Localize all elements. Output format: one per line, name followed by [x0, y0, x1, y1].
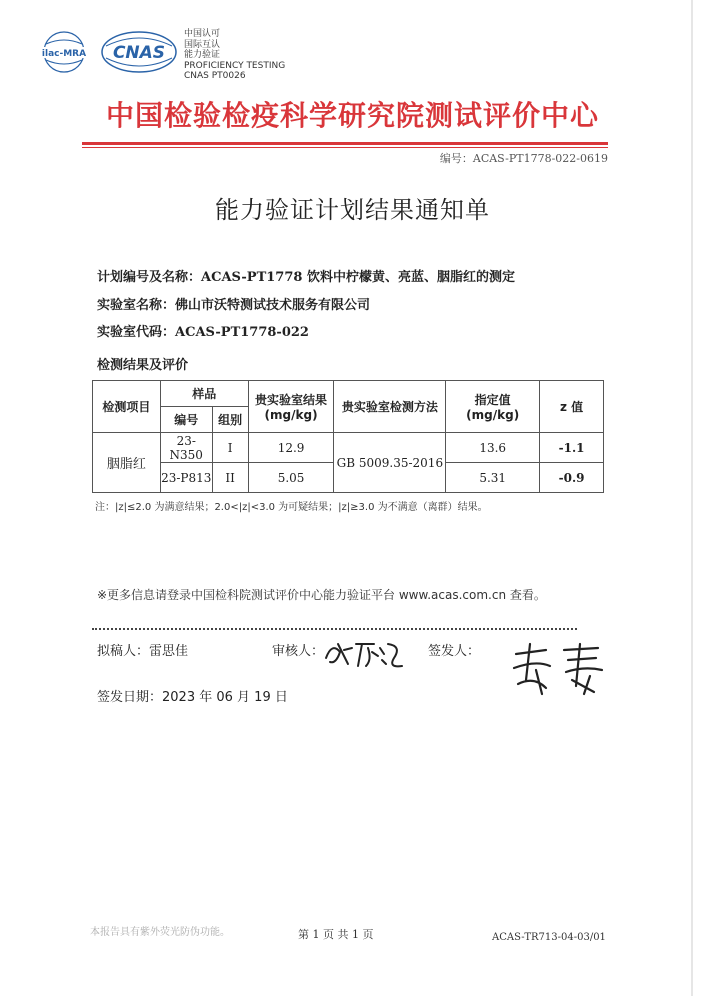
lab-code-value: ACAS-PT1778-022 [175, 325, 309, 340]
header-assigned-label: 指定值 [474, 393, 511, 407]
issue-date [97, 686, 288, 705]
lab-name-field [97, 294, 370, 313]
drafter-name: 雷思佳 [149, 644, 189, 659]
issuer-label: 签发人： [428, 644, 481, 659]
document-title: 能力验证计划结果通知单 [215, 196, 490, 224]
cnas-logo [100, 28, 178, 76]
header-your-result [248, 381, 334, 433]
assigned-cell: 13.6 [446, 433, 540, 463]
header-method: 贵实验室检测方法 [334, 381, 446, 433]
issue-date-label: 签发日期： [97, 690, 163, 705]
more-info-text: ※更多信息请登录中国检科院测试评价中心能力验证平台 www.acas.com.cn 查看。 [97, 588, 546, 602]
scan-edge [691, 0, 693, 996]
z-cell: -1.1 [540, 433, 604, 463]
lab-name-value: 佛山市沃特测试技术服务有限公司 [175, 298, 371, 313]
header-your-result-label: 贵实验室结果 [255, 393, 328, 407]
lab-code-label: 实验室代码： [97, 325, 176, 340]
table-row [93, 433, 604, 463]
item-name-cell: 胭脂红 [93, 433, 161, 493]
cnas-line: 国际互认 [184, 39, 221, 50]
cnas-line: PROFICIENCY TESTING [184, 60, 286, 71]
results-table [92, 380, 604, 493]
cnas-line: 能力验证 [184, 50, 221, 60]
header-divider [82, 142, 608, 145]
header-assigned [446, 381, 540, 433]
plan-field [97, 266, 515, 285]
ilac-logo-text: ilac-MRA [41, 49, 87, 59]
cnas-line: CNAS PT0026 [184, 71, 246, 81]
header-sample-no: 编号 [160, 407, 212, 433]
sample-no-cell: 23-P813 [160, 463, 212, 493]
result-cell: 5.05 [248, 463, 334, 493]
group-cell: II [212, 463, 248, 493]
form-code: ACAS-TR713-04-03/01 [492, 932, 606, 943]
lab-name-label: 实验室名称： [97, 298, 176, 313]
ilac-mra-logo [34, 30, 94, 76]
plan-value: ACAS-PT1778 饮料中柠檬黄、亮蓝、胭脂红的测定 [201, 270, 515, 285]
issue-date-value: 2023 年 06 月 19 日 [162, 690, 288, 705]
lab-code-field [97, 321, 309, 340]
cnas-logo-text: CNAS [112, 43, 166, 63]
result-cell: 12.9 [248, 433, 334, 463]
organization-title: 中国检验检疫科学研究院测试评价中心 [105, 99, 599, 132]
issuer-signature [506, 640, 610, 698]
header-divider-thin [82, 147, 608, 148]
z-cell: -0.9 [540, 463, 604, 493]
cnas-accreditation-text [184, 29, 285, 82]
method-cell: GB 5009.35-2016 [334, 433, 446, 493]
document-number: 编号：ACAS-PT1778-022-0619 [439, 152, 608, 165]
header-assigned-unit: (mg/kg) [466, 408, 520, 422]
anti-counterfeit-note: 本报告具有紫外荧光防伪功能。 [90, 927, 230, 938]
page-number: 第 1 页 共 1 页 [298, 928, 374, 941]
reviewer-signature [322, 634, 406, 674]
sample-no-cell: 23-N350 [160, 433, 212, 463]
plan-label: 计划编号及名称： [97, 270, 202, 285]
dotted-divider [92, 628, 577, 630]
group-cell: I [212, 433, 248, 463]
reviewer-label: 审核人： [272, 644, 325, 659]
header-group: 组别 [212, 407, 248, 433]
header-your-result-unit: (mg/kg) [264, 408, 318, 422]
header-z: z 值 [540, 381, 604, 433]
cnas-line: 中国认可 [184, 29, 221, 39]
evaluation-note: 注：|z|≤2.0 为满意结果；2.0<|z|<3.0 为可疑结果；|z|≥3.0 为不满意（离群）结果。 [95, 502, 488, 513]
drafter [97, 640, 188, 659]
results-section-label: 检测结果及评价 [97, 358, 189, 373]
drafter-label: 拟稿人： [97, 644, 150, 659]
header-sample: 样品 [160, 381, 248, 407]
header-item: 检测项目 [93, 381, 161, 433]
assigned-cell: 5.31 [446, 463, 540, 493]
